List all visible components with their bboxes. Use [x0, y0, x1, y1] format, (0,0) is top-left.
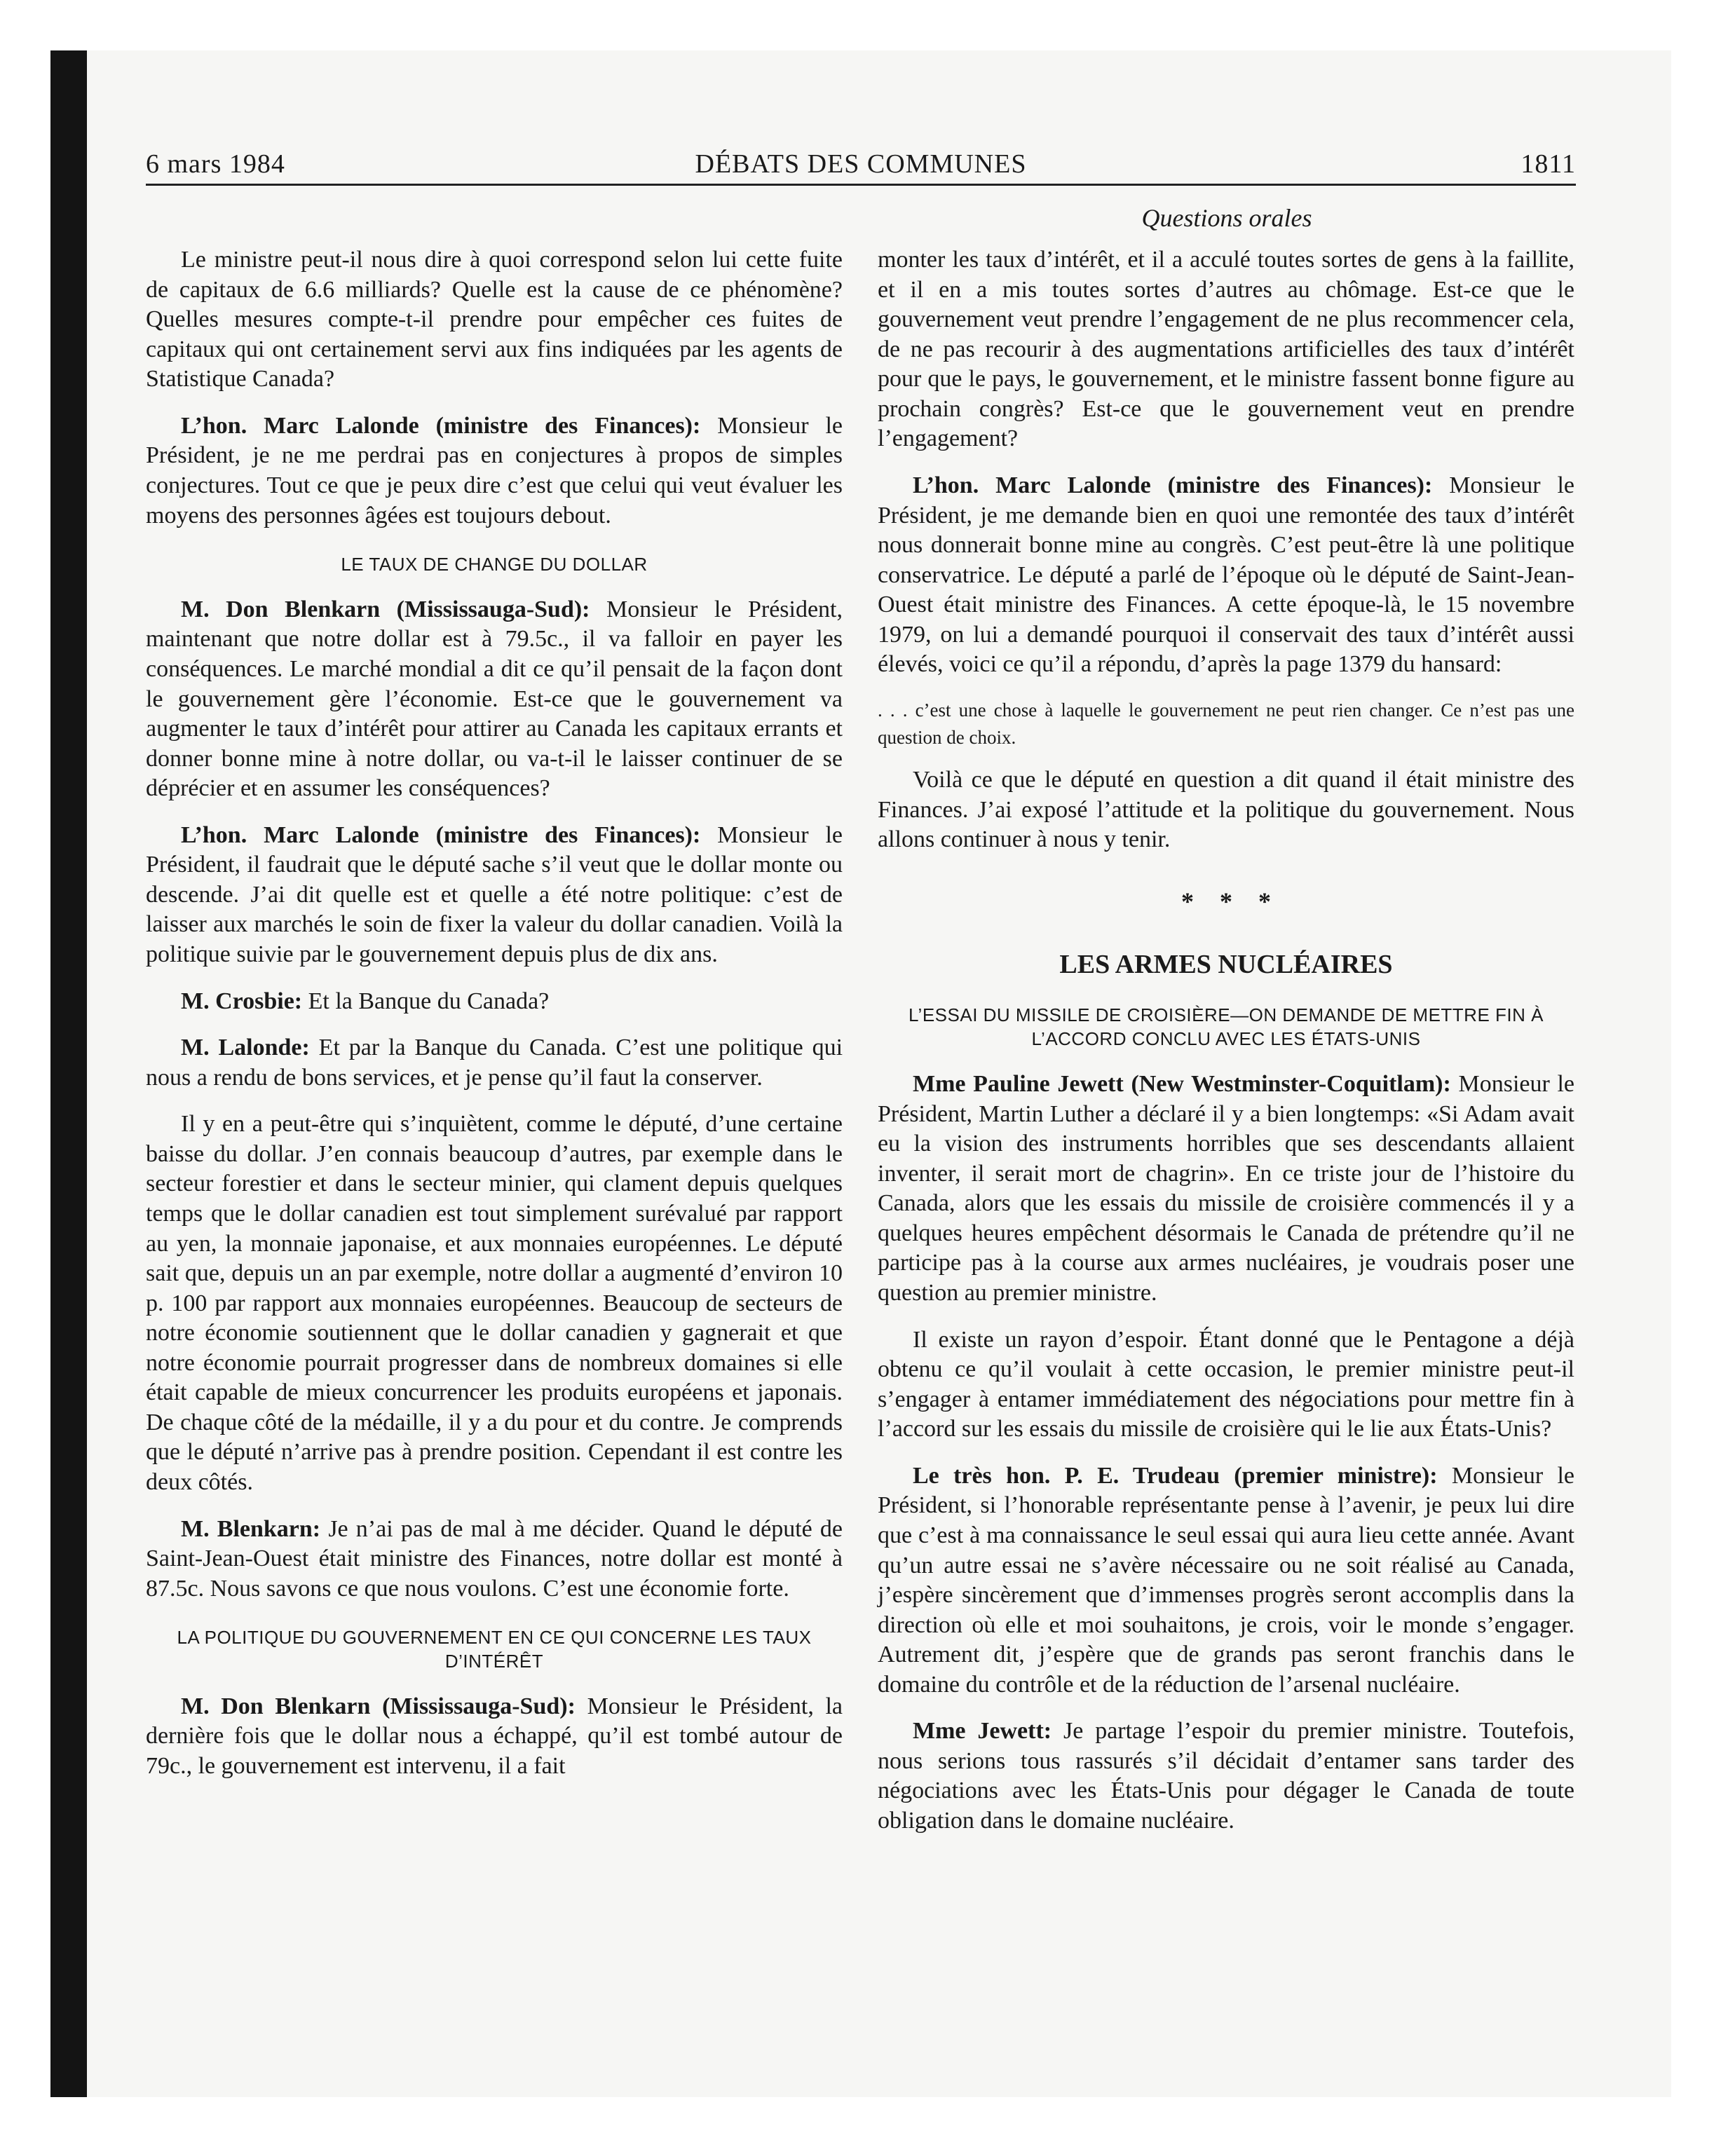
- paragraph: [146, 1110, 843, 1497]
- paragraph-text: Et par la Banque du Canada. C’est une politique qui nous a rendu de bons services, et je pense qu’il faut la conserver.: [146, 1035, 843, 1091]
- speech-paragraph: [146, 987, 843, 1017]
- speaker-name: L’hon. Marc Lalonde (ministre des Finances):: [181, 412, 701, 439]
- paragraph-text: Et la Banque du Canada?: [308, 988, 550, 1014]
- speaker-name: M. Don Blenkarn (Mississauga-Sud):: [181, 596, 590, 622]
- speech-paragraph: [146, 1515, 843, 1604]
- speech-paragraph: [146, 595, 843, 804]
- paragraph-text: Voilà ce que le député en question a dit quand il était ministre des Finances. J’ai exposé l’attitude et la politique du gouvernement. Nous allons continuer à nous y tenir.: [878, 767, 1574, 853]
- subsection-heading: LE TAUX DE CHANGE DU DOLLAR: [341, 554, 648, 575]
- paragraph-text: Il existe un rayon d’espoir. Étant donné que le Pentagone a déjà obtenu ce qu’il voulait à cette occasion, le premier ministre peut-il s’engager à entamer immédiatement des négociations pour mettre fin à l’accord sur les essais du missile de croisière qui le lie aux États-Unis?: [878, 1326, 1574, 1442]
- paragraph: [146, 245, 843, 395]
- paragraph-text: Il y en a peut-être qui s’inquiètent, comme le député, d’une certaine baisse du dollar. J’en connais beaucoup d’autres, par exemple dans le secteur forestier et dans le secteur minier, qui clament depuis quelques temps que le dollar canadien est tout simplement surévalué par rapport au yen, la monnaie japonaise, et aux monnaies européennes. Le député sait que, depuis un an par exemple, notre dollar a augmenté d’environ 10 p. 100 par rapport aux monnaies européennes. Beaucoup de secteurs de notre économie soutiennent que le dollar canadien y gagnerait et que notre économie pourrait progresser dans de nombreux domaines si elle était capable de mieux concurrencer les produits européens et japonais. De chaque côté de la médaille, il y a du pour et du contre. Je comprends que le député n’arrive pas à prendre position. Cependant il est contre les deux côtés.: [146, 1111, 843, 1496]
- speech-paragraph: [146, 1692, 843, 1782]
- speech-paragraph: [146, 821, 843, 970]
- speaker-name: M. Don Blenkarn (Mississauga-Sud):: [181, 1693, 576, 1719]
- paragraph: [878, 1325, 1574, 1445]
- speech-paragraph: [878, 1717, 1574, 1836]
- speech-paragraph: [878, 471, 1574, 680]
- section-separator: * * *: [1181, 887, 1271, 915]
- speaker-name: Mme Pauline Jewett (New Westminster-Coquitlam):: [913, 1071, 1451, 1098]
- header-title: DÉBATS DES COMMUNES: [695, 149, 1027, 179]
- subsection-heading: LA POLITIQUE DU GOUVERNEMENT EN CE QUI CONCERNE LES TAUX D’INTÉRÊT: [177, 1627, 812, 1672]
- speaker-name: M. Lalonde:: [181, 1035, 310, 1061]
- speaker-name: M. Blenkarn:: [181, 1515, 321, 1542]
- paragraph: [878, 765, 1574, 855]
- paragraph-text: Je n’ai pas de mal à me décider. Quand le député de Saint-Jean-Ouest était ministre des Finances, notre dollar est monté à 87.5c. Nous savons ce que nous voulons. C’est une économie forte.: [146, 1515, 843, 1602]
- right-column: [878, 245, 1574, 1853]
- speech-paragraph: [146, 411, 843, 531]
- section-label: Questions orales: [1141, 204, 1312, 232]
- block-quote: . . . c’est une chose à laquelle le gouvernement ne peut rien changer. Ce n’est pas une question de choix.: [878, 699, 1574, 749]
- speaker-name: Mme Jewett:: [913, 1718, 1052, 1745]
- speech-paragraph: [878, 1461, 1574, 1700]
- paragraph: [878, 245, 1574, 454]
- paragraph-text: Le ministre peut-il nous dire à quoi correspond selon lui cette fuite de capitaux de 6.6 milliards? Quelle est la cause de ce phénomène? Quelles mesures compte-t-il prendre pour empêcher ces fuites de capitaux qui ont certainement servi aux fins indiquées par les agents de Statistique Canada?: [146, 247, 843, 393]
- paragraph-text: Monsieur le Président, si l’honorable représentante pense à l’avenir, je peux lui dire que c’est à ma connaissance le seul essai qui aura lieu cette année. Avant qu’un autre essai ne s’avère nécessaire ou ne soit réalisé au Canada, j’espère sincèrement que d’immenses progrès seront accomplis dans la direction où elle et moi souhaitons, je crois, voir le monde s’engager. Autrement dit, j’espère que de grands pas seront franchis dans le domaine du contrôle et de la réduction de l’arsenal nucléaire.: [878, 1462, 1574, 1698]
- speaker-name: Le très hon. P. E. Trudeau (premier ministre):: [913, 1462, 1438, 1489]
- paragraph-text: monter les taux d’intérêt, et il a acculé toutes sortes de gens à la faillite, et il en a mis toutes sortes d’autres au chômage. Est-ce que le gouvernement veut prendre l’engagement de ne plus recommencer cela, de ne pas recourir à des augmentations artificielles des taux d’intérêt pour que le pays, le gouvernement, et le ministre fassent bonne figure au prochain congrès? Est-ce que le gouvernement veut en prendre l’engagement?: [878, 247, 1574, 452]
- page-number: 1811: [1520, 149, 1576, 179]
- scan-edge-bar: [50, 50, 87, 2097]
- paragraph-text: Monsieur le Président, maintenant que notre dollar est à 79.5c., il va falloir en payer les conséquences. Le marché mondial a dit ce qu’il pensait de la façon dont le gouvernement gère l’économie. Est-ce que le gouvernement va augmenter le taux d’intérêt pour attirer au Canada les capitaux errants et donner bonne mine à notre dollar, ou va-t-il le laisser continuer de se déprécier et en assumer les conséquences?: [146, 596, 843, 802]
- header-rule: [146, 184, 1576, 186]
- paragraph-text: Monsieur le Président, je ne me perdrai pas en conjectures à propos de simples conjectures. Tout ce que je peux dire c’est que celui qui veut évaluer les moyens des personnes âgées est toujours debout.: [146, 412, 843, 528]
- paragraph-text: Monsieur le Président, je me demande bien en quoi une remontée des taux d’intérêt nous donnerait bonne mine au congrès. C’est peut-être là une politique conservatrice. Le député a parlé de l’époque où le député de Saint-Jean-Ouest était ministre des Finances. A cette époque-là, le 15 novembre 1979, on lui a demandé pourquoi il conservait des taux d’intérêt aussi élevés, voici ce qu’il a répondu, d’après la page 1379 du hansard:: [878, 472, 1575, 678]
- header-date: 6 mars 1984: [146, 149, 285, 179]
- paragraph-text: Monsieur le Président, Martin Luther a déclaré il y a bien longtemps: «Si Adam avait eu la vision des instruments horribles que ses descendants allaient inventer, il serait mort de chagrin». En ce triste jour de l’histoire du Canada, alors que les essais du missile de croisière commencés il y a quelques heures empêchent désormais le Canada de prétendre qu’il ne participe pas à la course aux armes nucléaires, je voudrais poser une question au premier ministre.: [878, 1071, 1575, 1306]
- left-column: [146, 245, 843, 1799]
- paragraph-text: Je partage l’espoir du premier ministre. Toutefois, nous serions tous rassurés s’il décidait d’entamer sans tarder des négociations avec les États-Unis pour dégager le Canada de toute obligation dans le domaine nucléaire.: [878, 1718, 1574, 1834]
- paragraph-text: Monsieur le Président, il faudrait que le député sache s’il veut que le dollar monte ou descende. J’ai dit quelle est et quelle a été notre politique: c’est de laisser aux marchés le soin de fixer la valeur du dollar canadien. Voilà la politique suivie par le gouvernement depuis plus de dix ans.: [146, 821, 843, 968]
- speech-paragraph: [878, 1070, 1574, 1309]
- subsection-heading: L’ESSAI DU MISSILE DE CROISIÈRE—ON DEMANDE DE METTRE FIN À L’ACCORD CONCLU AVEC LES ÉTATS-UNIS: [909, 1004, 1544, 1050]
- speaker-name: L’hon. Marc Lalonde (ministre des Finances):: [181, 821, 701, 848]
- speaker-name: L’hon. Marc Lalonde (ministre des Finances):: [913, 472, 1433, 498]
- speaker-name: M. Crosbie:: [181, 988, 303, 1014]
- section-heading: LES ARMES NUCLÉAIRES: [1059, 949, 1393, 979]
- paragraph-text: Monsieur le Président, la dernière fois que le dollar nous a échappé, qu’il est tombé autour de 79c., le gouvernement est intervenu, il a fait: [146, 1693, 843, 1780]
- speech-paragraph: [146, 1033, 843, 1093]
